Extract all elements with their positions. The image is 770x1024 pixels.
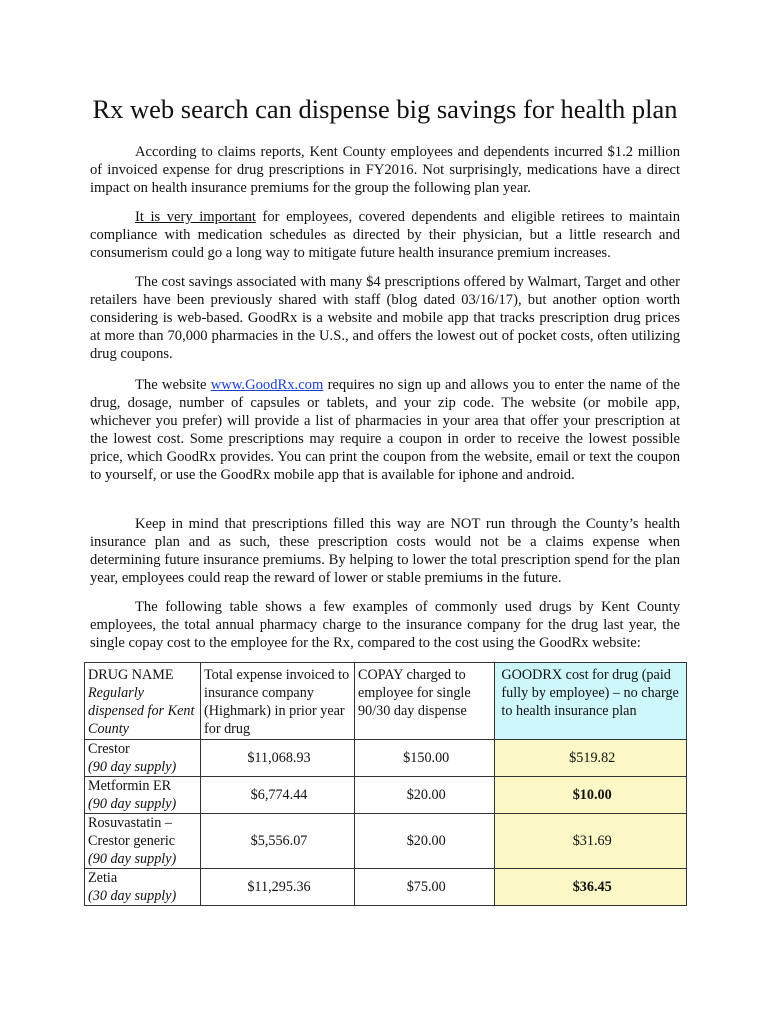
table-row [85,777,687,814]
drug-name: Metformin ER [88,778,172,794]
goodrx-cell: $36.45 [495,869,687,906]
table-row [85,869,687,906]
header-drug-name-label: DRUG NAME [88,667,174,683]
paragraph-note: Keep in mind that prescriptions filled this way are NOT run through the County’s health insurance plan and as such, these prescription costs would not be a claims expense when determining future insurance premiums. By helping to lower the total prescription spend for the plan year, employees could reap the reward of lower or stable premiums in the future. [90,516,680,586]
emphasis-text: It is very important [135,209,256,225]
drug-name-cell [85,777,201,814]
drug-supply: (30 day supply) [88,888,177,904]
goodrx-cell: $10.00 [495,777,687,814]
drug-supply: (90 day supply) [88,796,177,812]
goodrx-cell: $519.82 [495,740,687,777]
paragraph-cost-savings: The cost savings associated with many $4 prescriptions offered by Walmart, Target and other retailers have been previously shared with staff (blog dated 03/16/17), but another option worth considering is web-based. GoodRx is a website and mobile app that tracks prescription drug prices at more than 70,000 pharmacies in the U.S., and offers the lowest out of pocket costs, often utilizing drug coupons. [90,274,680,362]
drug-name: Zetia [88,870,118,886]
table-row [85,740,687,777]
drug-cost-table [84,662,687,906]
drug-supply: (90 day supply) [88,851,177,867]
drug-name: Rosuvastatin – Crestor generic [88,815,176,849]
paragraph-compliance [90,208,680,262]
table-row [85,814,687,869]
header-drug-name-sub: Regularly dispensed for Kent County [88,685,195,737]
header-copay: COPAY charged to employee for single 90/30 day dispense [355,663,495,740]
total-expense-cell: $6,774.44 [201,777,355,814]
header-drug-name [85,663,201,740]
paragraph-compliance-text: for employees, covered dependents and eligible retirees to maintain compliance with medication schedules as directed by their physician, but a little research and consumerism could go a long way to mitigate future health insurance premium increases. [90,209,680,261]
header-goodrx: GOODRX cost for drug (paid fully by employee) – no charge to health insurance plan [495,663,687,740]
copay-cell: $75.00 [355,869,495,906]
copay-cell: $150.00 [355,740,495,777]
table-header-row [85,663,687,740]
total-expense-cell: $11,068.93 [201,740,355,777]
copay-cell: $20.00 [355,777,495,814]
total-expense-cell: $11,295.36 [201,869,355,906]
goodrx-link[interactable]: www.GoodRx.com [210,377,324,393]
paragraph-claims: According to claims reports, Kent County employees and dependents incurred $1.2 million of invoiced expense for drug prescriptions in FY2016. Not surprisingly, medications have a direct impact on health insurance premiums for the group the following plan year. [90,144,680,196]
drug-name-cell [85,814,201,869]
website-details: requires no sign up and allows you to enter the name of the drug, dosage, number of capsules or tablets, and your zip code. The website (or mobile app, whichever you prefer) will provide a list of pharmacies in your area that offer your prescription at the lowest cost. Some prescriptions may require a coupon in order to receive the lowest possible price, which GoodRx provides. You can print the coupon from the website, email or text the coupon to yourself, or use the GoodRx mobile app that is available for iphone and android. [90,377,680,483]
paragraph-website [90,376,680,484]
drug-name: Crestor [88,741,130,757]
goodrx-cell: $31.69 [495,814,687,869]
website-intro: The website [135,377,211,393]
paragraph-table-intro: The following table shows a few examples of commonly used drugs by Kent County employees, the total annual pharmacy charge to the insurance company for the drug last year, the single copay cost to the employee for the Rx, compared to the cost using the GoodRx website: [90,599,680,651]
drug-supply: (90 day supply) [88,759,177,775]
page-title: Rx web search can dispense big savings for health plan [92,94,678,124]
copay-cell: $20.00 [355,814,495,869]
drug-name-cell [85,740,201,777]
total-expense-cell: $5,556.07 [201,814,355,869]
header-total-expense: Total expense invoiced to insurance company (Highmark) in prior year for drug [201,663,355,740]
drug-name-cell [85,869,201,906]
